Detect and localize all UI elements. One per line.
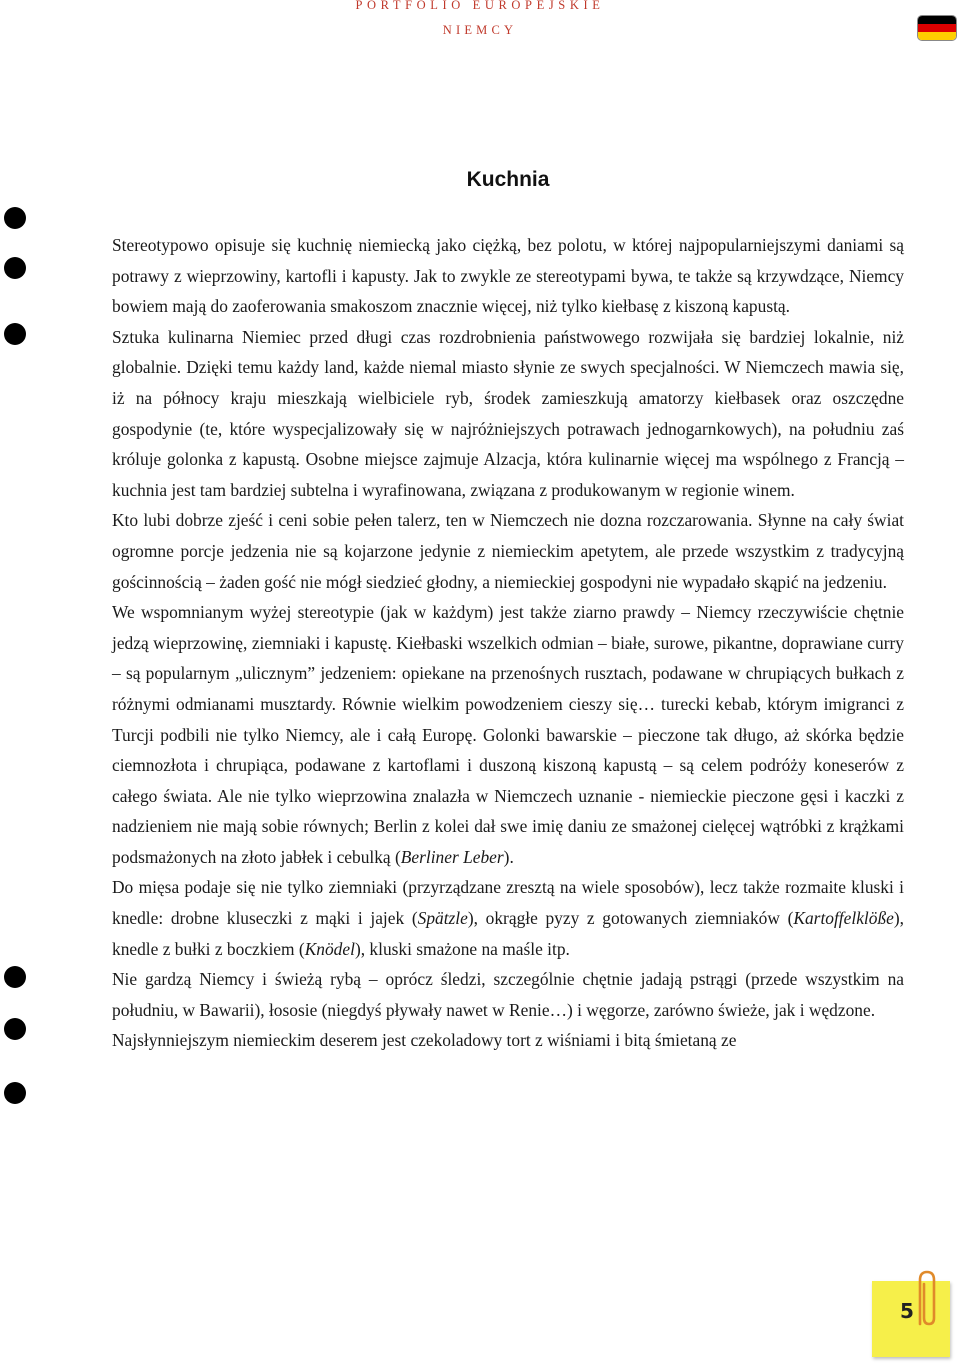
paragraph-text: We wspomnianym wyżej stereotypie (jak w każdym) jest także ziarno prawdy – Niemcy rzeczywiście chętnie jedzą wieprzowinę, ziemniaki i kapustę. Kiełbaski wszelkich odmian – białe, surowe, pikantne, doprawiane curry – są popularnym „ulicznym” jedzeniem: opiekane na przenośnych rusztach, podawane w chrupiących bułkach z różnymi odmianami musztardy. Równie wielkim powodzeniem cieszy się… turecki kebab, którym imigranci z Turcji podbili nie tylko Niemcy, ale i całą Europę. Golonki bawarskie – pieczone tak długo, aż skórka będzie ciemnozłota i chrupiąca, podawane z kartoflami i duszoną kiszoną kapustą – są celem podróży koneserów z całego świata. Ale nie tylko wieprzowina znalazła w Niemczech uznanie - niemieckie pieczone gęsi i kaczki z nadzieniem nie mają sobie równych; Berlin z kolei dał swe imię daniu ze smażonej cielęcej wątróbki z krążkami podsmażonych na złoto jabłek i cebulką ( bbox=[112, 602, 904, 867]
page-number: 5 bbox=[900, 1299, 914, 1323]
binder-hole-icon bbox=[4, 966, 26, 988]
paragraph-text: Do mięsa podaje się nie tylko ziemniaki (przyrządzane zresztą na wiele sposobów), lecz także rozmaite kluski i knedle: drobne kluseczki z mąki i jajek ( bbox=[112, 877, 904, 929]
paragraph-text: ), knedle z bułki z boczkiem ( bbox=[112, 908, 904, 959]
binder-hole-icon bbox=[4, 323, 26, 345]
dish-name: Spätzle bbox=[417, 908, 468, 929]
paragraph: Nie gardzą Niemcy i świeżą rybą – oprócz śledzi, szczególnie chętnie jadają pstrągi (przede wszystkim na południu, w Bawarii), łososie (niegdyś pływały nawet w Renie…) i węgorze, zarówno świeże, jak i wędzone. bbox=[112, 969, 904, 1020]
dish-name: Kartoffelklöße bbox=[793, 908, 894, 929]
flag-stripe-black bbox=[918, 16, 956, 24]
german-flag-icon bbox=[918, 16, 956, 40]
binder-hole-icon bbox=[4, 257, 26, 279]
page-title: Kuchnia bbox=[466, 168, 550, 191]
paragraph: Stereotypowo opisuje się kuchnię niemiecką jako ciężką, bez polotu, w której najpopularniejszymi daniami są potrawy z wieprzowiny, kartofli i kapusty. Jak to zwykle ze stereotypami bywa, te także są krzywdzące, Niemcy bowiem mają do zaoferowania smakoszom znacznie więcej, niż tylko kiełbasę z kiszoną kapustą. bbox=[112, 235, 904, 317]
paragraph-text: ), kluski smażone na maśle itp. bbox=[354, 938, 570, 959]
paragraph bbox=[112, 872, 904, 964]
paperclip-icon bbox=[910, 1268, 946, 1330]
flag-stripe-red bbox=[918, 24, 956, 32]
flag-stripe-gold bbox=[918, 32, 956, 40]
binder-hole-icon bbox=[4, 1018, 26, 1040]
binder-hole-icon bbox=[4, 1082, 26, 1104]
dish-name: Berliner Leber bbox=[400, 846, 504, 867]
series-title: PORTFOLIO EUROPEJSKIE bbox=[355, 0, 605, 12]
article-body bbox=[112, 230, 904, 1056]
paragraph-text: ), okrągłe pyzy z gotowanych ziemniaków ( bbox=[467, 908, 794, 929]
paragraph: Sztuka kulinarna Niemiec przed długi czas rozdrobnienia państwowego rozwijała się bardziej lokalnie, niż globalnie. Dzięki temu każdy land, każde niemal miasto słynie ze swych specjalności. W Niemczech mawia się, iż na północy kraju mieszkają wielbiciele ryb, środek zamieszkują amatorzy kiełbasek oraz oszczędne gospodynie (te, które wyspecjalizowały się w najróżniejszych potrawach jednogarnkowych), na południu zaś króluje golonka z kapustą. Osobne miejsce zajmuje Alzacja, która kulinarnie więcej ma wspólnego z Francją – kuchnia jest tam bardziej subtelna i wyrafinowana, związana z produkowanym w regionie winem. bbox=[112, 326, 904, 500]
country-title: NIEMCY bbox=[442, 23, 518, 37]
paragraph bbox=[112, 597, 904, 872]
paragraph: Kto lubi dobrze zjeść i ceni sobie pełen talerz, ten w Niemczech nie dozna rozczarowania. Słynne na cały świat ogromne porcje jedzenia nie są kojarzone jedynie z niemieckim apetytem, ale przede wszystkim z tradycyjną gościnnością – żaden gość nie mógł siedzieć głodny, a niemieckiej gospodyni nie wypadało skąpić na jedzeniu. bbox=[112, 510, 904, 592]
dish-name: Knödel bbox=[304, 938, 355, 959]
paragraph: Najsłynniejszym niemieckim deserem jest czekoladowy tort z wiśniami i bitą śmietaną ze bbox=[112, 1030, 737, 1051]
binder-hole-icon bbox=[4, 207, 26, 229]
paragraph-text: ). bbox=[503, 846, 514, 867]
